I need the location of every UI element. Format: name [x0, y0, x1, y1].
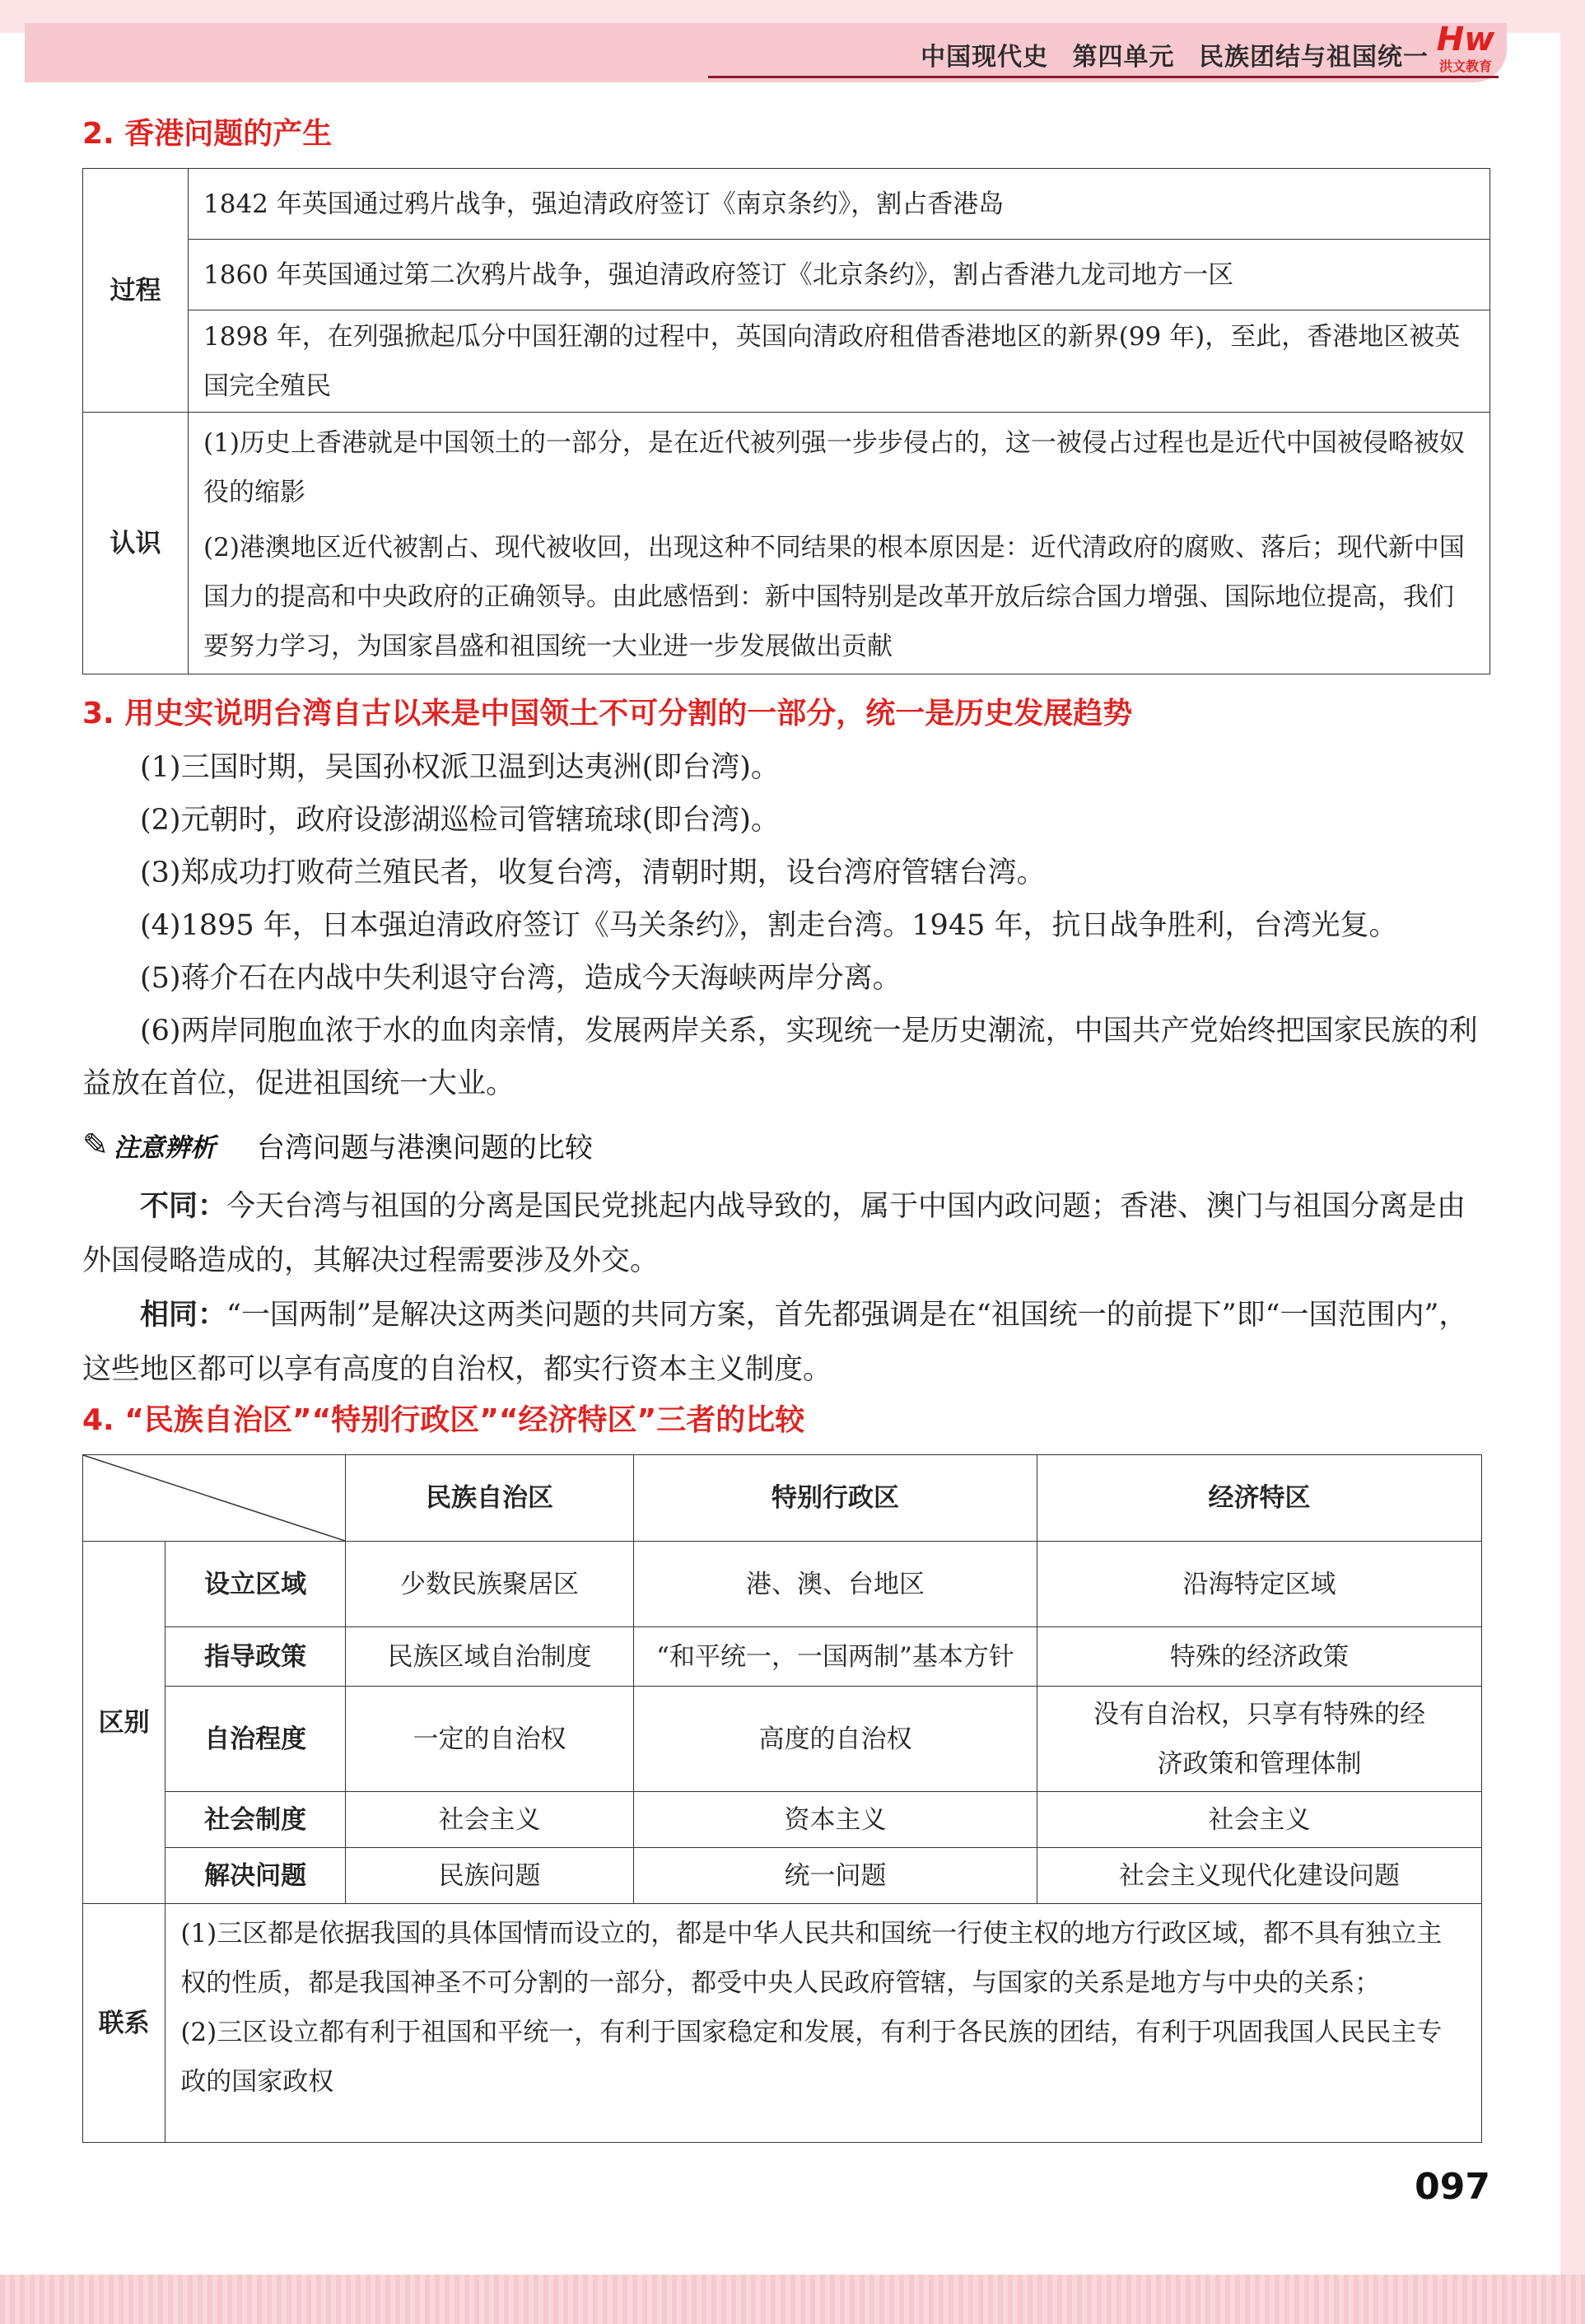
- note-same: [82, 1288, 1490, 1397]
- row-label: 解决问题: [165, 1848, 346, 1904]
- diff-label: 区别: [83, 1542, 165, 1904]
- publisher-logo: [1429, 23, 1503, 74]
- logo-name: 洪文教育: [1438, 58, 1492, 74]
- insight-label: 认识: [83, 413, 189, 674]
- fact-item: (6)两岸同胞血浓于水的血肉亲情，发展两岸关系，实现统一是历史潮流，中国共产党始终把国家民族的利益放在首位，促进祖国统一大业。: [82, 1015, 1478, 1100]
- table-cell: 统一问题: [634, 1848, 1037, 1904]
- table-cell: 没有自治权，只享有特殊的经济政策和管理体制: [1037, 1687, 1482, 1792]
- note-body: [82, 1179, 1490, 1397]
- col-header-autonomous: 民族自治区: [346, 1455, 634, 1542]
- section-3-title: 3. 用史实说明台湾自古以来是中国领土不可分割的一部分，统一是历史发展趋势: [82, 697, 1133, 730]
- table-cell: 一定的自治权: [346, 1687, 634, 1792]
- table-cell: 社会主义: [1037, 1792, 1482, 1848]
- note-diff-label: 不同：: [140, 1190, 227, 1223]
- table-cell: 特殊的经济政策: [1037, 1627, 1482, 1687]
- bottom-edge: [0, 2275, 1585, 2324]
- insight-row: (1)历史上香港就是中国领土的一部分，是在近代被列强一步步侵占的，这一被侵占过程也是近代中国被侵略被奴役的缩影: [189, 413, 1490, 523]
- regions-table: [82, 1454, 1482, 2143]
- header-rule: [708, 76, 1499, 78]
- link-text: (1)三区都是依据我国的具体国情而设立的，都是中华人民共和国统一行使主权的地方行政区域，都不具有独立主权的性质，都是我国神圣不可分割的一部分，都受中央人民政府管辖，与国家的关系是地方与中央的关系；: [180, 1919, 1443, 1998]
- corner-diagonal: [83, 1455, 345, 1541]
- table-cell: 港、澳、台地区: [634, 1542, 1037, 1627]
- taiwan-facts: [82, 741, 1490, 1110]
- running-header: 中国现代史 第四单元 民族团结与祖国统一: [921, 43, 1429, 72]
- note-badge-label: 注意辨析: [113, 1132, 216, 1163]
- table-cell: 社会主义现代化建设问题: [1037, 1848, 1482, 1904]
- section-2-title: 2. 香港问题的产生: [82, 117, 333, 151]
- process-label: 过程: [83, 169, 189, 413]
- table-cell: 高度的自治权: [634, 1687, 1037, 1792]
- logo-mark: Hw: [1436, 21, 1495, 58]
- table-cell: 民族问题: [346, 1848, 634, 1904]
- process-row: 1860 年英国通过第二次鸦片战争，强迫清政府签订《北京条约》，割占香港九龙司地方一区: [189, 240, 1490, 310]
- link-text: (2)三区设立都有利于祖国和平统一，有利于国家稳定和发展，有利于各民族的团结，有利于巩固我国人民民主专政的国家政权: [180, 2018, 1443, 2097]
- table-cell: 社会主义: [346, 1792, 634, 1848]
- process-row: 1842 年英国通过鸦片战争，强迫清政府签订《南京条约》，割占香港岛: [189, 169, 1490, 240]
- note-heading: [82, 1120, 593, 1169]
- note-diff: [82, 1179, 1490, 1288]
- hongkong-table: [82, 168, 1490, 674]
- process-row: 1898 年，在列强掀起瓜分中国狂潮的过程中，英国向清政府租借香港地区的新界(99 年)，至此，香港地区被英国完全殖民: [189, 310, 1490, 413]
- pen-icon: ✎: [82, 1127, 109, 1163]
- note-same-label: 相同：: [140, 1299, 227, 1332]
- page-number: 097: [1415, 2166, 1490, 2208]
- fact-item: (2)元朝时，政府设澎湖巡检司管辖琉球(即台湾)。: [140, 804, 780, 837]
- table-cell: 沿海特定区域: [1037, 1542, 1482, 1627]
- note-title: 台湾问题与港澳问题的比较: [256, 1131, 593, 1164]
- table-cell: 民族区域自治制度: [346, 1627, 634, 1687]
- fact-item: (1)三国时期，吴国孙权派卫温到达夷洲(即台湾)。: [140, 751, 780, 784]
- fact-item: (3)郑成功打败荷兰殖民者，收复台湾，清朝时期，设台湾府管辖台湾。: [140, 856, 1046, 889]
- row-label: 设立区域: [165, 1542, 346, 1627]
- link-cell: [165, 1904, 1482, 2143]
- row-label: 自治程度: [165, 1687, 346, 1792]
- note-badge: [82, 1127, 216, 1164]
- fact-item: (5)蒋介石在内战中失利退守台湾，造成今天海峡两岸分离。: [140, 962, 902, 995]
- link-label: 联系: [83, 1904, 165, 2143]
- table-cell: 资本主义: [634, 1792, 1037, 1848]
- corner-cell: [83, 1455, 346, 1542]
- table-cell: 少数民族聚居区: [346, 1542, 634, 1627]
- col-header-sar: 特别行政区: [634, 1455, 1037, 1542]
- insight-row: (2)港澳地区近代被割占、现代被收回，出现这种不同结果的根本原因是：近代清政府的腐败、落后；现代新中国国力的提高和中央政府的正确领导。由此感悟到：新中国特别是改革开放后综合国力增强、国际地位提高，我们要努力学习，为国家昌盛和祖国统一大业进一步发展做出贡献: [189, 523, 1490, 674]
- fact-item: (4)1895 年，日本强迫清政府签订《马关条约》，割走台湾。1945 年，抗日战争胜利，台湾光复。: [140, 909, 1398, 942]
- col-header-sez: 经济特区: [1037, 1455, 1482, 1542]
- row-label: 指导政策: [165, 1627, 346, 1687]
- row-label: 社会制度: [165, 1792, 346, 1848]
- section-4-title: 4. “民族自治区”“特别行政区”“经济特区”三者的比较: [82, 1403, 805, 1437]
- note-same-text: “一国两制”是解决这两类问题的共同方案，首先都强调是在“祖国统一的前提下”即“一国范围内”，这些地区都可以享有高度的自治权，都实行资本主义制度。: [82, 1299, 1468, 1386]
- note-diff-text: 今天台湾与祖国的分离是国民党挑起内战导致的，属于中国内政问题；香港、澳门与祖国分离是由外国侵略造成的，其解决过程需要涉及外交。: [82, 1190, 1466, 1277]
- table-cell: “和平统一，一国两制”基本方针: [634, 1627, 1037, 1687]
- right-edge: [1560, 0, 1585, 2324]
